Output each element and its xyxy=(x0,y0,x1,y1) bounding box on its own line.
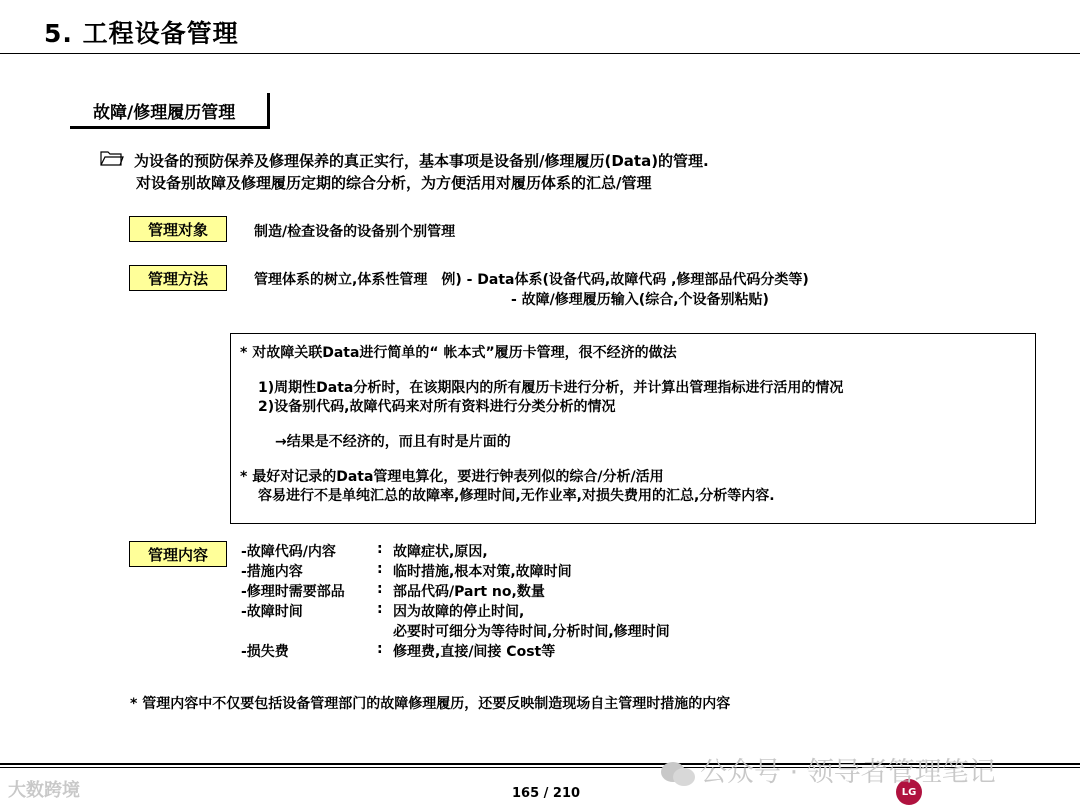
section-underline xyxy=(70,126,270,129)
note-line-6: 容易进行不是单纯汇总的故障率,修理时间,无作业率,对损失费用的汇总,分析等内容. xyxy=(258,488,775,504)
contents-row-key: -故障代码/内容 xyxy=(241,544,336,560)
section-title: 故障/修理履历管理 xyxy=(93,103,236,123)
methods-text-2: - 故障/修理履历输入(综合,个设备别粘贴) xyxy=(511,292,769,308)
wechat-icon xyxy=(660,761,696,787)
contents-row-sep: : xyxy=(377,541,383,557)
contents-row-sep: : xyxy=(377,641,383,657)
intro-line-1: 为设备的预防保养及修理保养的真正实行，基本事项是设备别/修理履历(Data)的管理. xyxy=(134,152,709,170)
contents-row-value: 修理费,直接/间接 Cost等 xyxy=(393,644,556,660)
methods-text-1: 管理体系的树立,体系性管理 例) - Data体系(设备代码,故障代码 ,修理部品代码分类等) xyxy=(254,272,809,288)
contents-row-value: 因为故障的停止时间, xyxy=(393,604,525,620)
methods-label: 管理方法 xyxy=(129,265,227,291)
note-line-4: →结果是不经济的，而且有时是片面的 xyxy=(275,434,511,450)
contents-row-key: -损失费 xyxy=(241,644,289,660)
targets-label: 管理对象 xyxy=(129,216,227,242)
contents-row-value: 故障症状,原因, xyxy=(393,544,488,560)
section-sidebar xyxy=(267,93,270,129)
contents-row-key: -修理时需要部品 xyxy=(241,584,345,600)
contents-row-sep: : xyxy=(377,581,383,597)
contents-row-sep: : xyxy=(377,561,383,577)
contents-label: 管理内容 xyxy=(129,541,227,567)
note-line-3: 2)设备别代码,故障代码来对所有资料进行分类分析的情况 xyxy=(258,399,616,415)
contents-row-sep: : xyxy=(377,601,383,617)
footnote: * 管理内容中不仅要包括设备管理部门的故障修理履历，还要反映制造现场自主管理时措施的内容 xyxy=(130,696,731,712)
intro-line-2: 对设备别故障及修理履历定期的综合分析，为方便活用对履历体系的汇总/管理 xyxy=(136,174,652,192)
note-line-5: * 最好对记录的Data管理电算化，要进行钟表列似的综合/分析/活用 xyxy=(240,469,664,485)
contents-row-value: 必要时可细分为等待时间,分析时间,修理时间 xyxy=(393,624,670,640)
watermark-right xyxy=(660,750,996,789)
note-line-2: 1)周期性Data分析时，在该期限内的所有履历卡进行分析，并计算出管理指标进行活用的情况 xyxy=(258,380,844,396)
contents-row-value: 部品代码/Part no,数量 xyxy=(393,584,545,600)
note-line-1: * 对故障关联Data进行简单的“ 帐本式”履历卡管理，很不经济的做法 xyxy=(240,345,677,361)
folder-icon xyxy=(100,150,124,166)
contents-row-key: -故障时间 xyxy=(241,604,303,620)
page-number: 165 / 210 xyxy=(512,786,581,801)
watermark-right-text: 公众号 · 领导者管理笔记 xyxy=(700,757,996,788)
targets-text: 制造/检查设备的设备别个别管理 xyxy=(254,224,456,240)
lg-logo: LG xyxy=(896,779,922,805)
watermark-left: 大数跨境 xyxy=(8,780,80,801)
title-divider xyxy=(0,53,1080,54)
page-title: 5. 工程设备管理 xyxy=(44,19,239,48)
contents-row-value: 临时措施,根本对策,故障时间 xyxy=(393,564,572,580)
contents-row-key: -措施内容 xyxy=(241,564,303,580)
